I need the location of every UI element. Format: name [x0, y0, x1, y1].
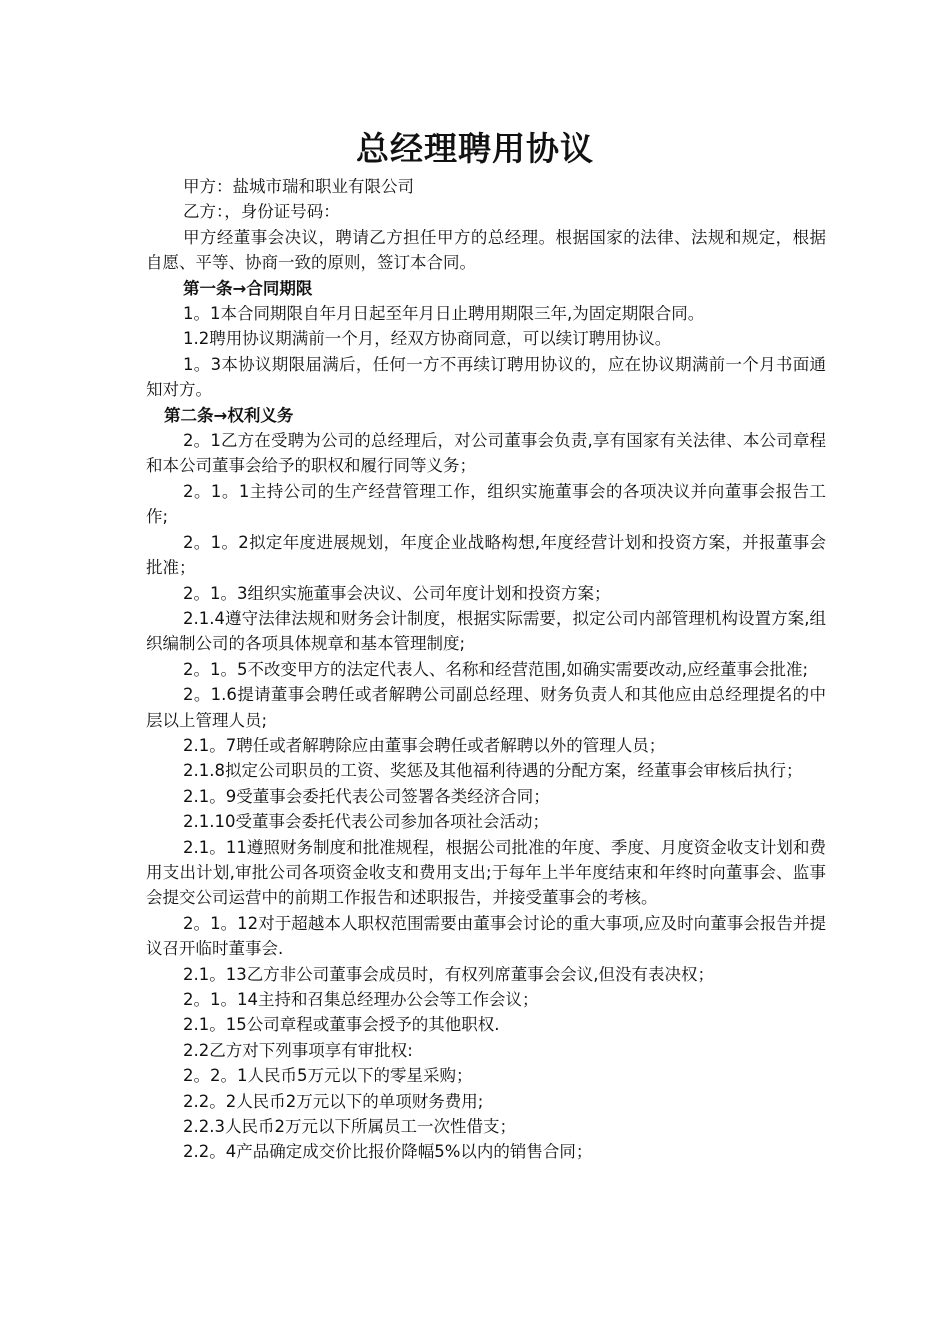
clause-2-1: 2。1乙方在受聘为公司的总经理后，对公司董事会负责,享有国家有关法律、本公司章程和本公司董事会给予的职权和履行同等义务； [146, 431, 826, 476]
party-a-line: 甲方：盐城市瑞和职业有限公司 [183, 177, 414, 196]
clause-1-3: 1。3本协议期限届满后，任何一方不再续订聘用协议的，应在协议期满前一个月书面通知对方。 [146, 354, 826, 400]
article2-heading: 第二条→权利义务 [164, 405, 294, 425]
clause-2-2-3: 2.2.3人民币2万元以下所属员工一次性借支； [183, 1117, 516, 1137]
clause-2-1-6: 2。1.6提请董事会聘任或者解聘公司副总经理、财务负责人和其他应由总经理提名的中层以上管理人员; [146, 685, 826, 730]
clause-2-1-15: 2.1。15公司章程或董事会授予的其他职权. [183, 1015, 500, 1035]
clause-2-1-9: 2.1。9受董事会委托代表公司签署各类经济合同； [183, 786, 550, 806]
clause-2-1-8: 2.1.8拟定公司职员的工资、奖惩及其他福利待遇的分配方案，经董事会审核后执行； [183, 761, 803, 781]
clause-2-2-4: 2.2。4产品确定成交价比报价降幅5%以内的销售合同； [183, 1142, 593, 1162]
clause-1-1: 1。1本合同期限自年月日起至年月日止聘用期限三年,为固定期限合同。 [183, 304, 705, 324]
clause-2-1-7: 2.1。7聘任或者解聘除应由董事会聘任或者解聘以外的管理人员； [183, 735, 666, 755]
clause-2-2-2: 2.2。2人民币2万元以下的单项财务费用; [183, 1091, 484, 1111]
clause-2-1-4: 2.1.4遵守法律法规和财务会计制度，根据实际需要，拟定公司内部管理机构设置方案,组织编制公司的各项具体规章和基本管理制度; [146, 608, 826, 654]
clause-2-1-11: 2.1。11遵照财务制度和批准规程，根据公司批准的年度、季度、月度资金收支计划和费用支出计划,审批公司各项资金收支和费用支出;于每年上半年度结束和年终时向董事会、监事会提交公司运营中的前期工作报告和述职报告，并接受董事会的考核。 [146, 837, 826, 908]
party-b-line: 乙方：，身份证号码： [183, 202, 340, 222]
clause-2-1-14: 2。1。14主持和召集总经理办公会等工作会议； [183, 990, 539, 1009]
clause-2-2-1: 2。2。1人民币5万元以下的零星采购； [183, 1066, 473, 1086]
intro-paragraph: 甲方经董事会决议，聘请乙方担任甲方的总经理。根据国家的法律、法规和规定，根据自愿、平等、协商一致的原则，签订本合同。 [146, 227, 826, 273]
clause-2-1-2: 2。1。2拟定年度进展规划，年度企业战略构想,年度经营计划和投资方案，并报董事会批准； [146, 532, 826, 578]
clause-1-2: 1.2聘用协议期满前一个月，经双方协商同意，可以续订聘用协议。 [183, 329, 672, 349]
clause-2-1-12: 2。1。12对于超越本人职权范围需要由董事会讨论的重大事项,应及时向董事会报告并提议召开临时董事会. [146, 913, 826, 959]
clause-2-1-13: 2.1。13乙方非公司董事会成员时，有权列席董事会会议,但没有表决权； [183, 964, 714, 984]
clause-2-1-10: 2.1.10受董事会委托代表公司参加各项社会活动； [183, 812, 549, 832]
clause-2-1-3: 2。1。3组织实施董事会决议、公司年度计划和投资方案； [183, 583, 611, 603]
clause-2-1-5: 2。1。5不改变甲方的法定代表人、名称和经营范围,如确实需要改动,应经董事会批准; [183, 659, 809, 679]
clause-2-1-1: 2。1。1主持公司的生产经营管理工作，组织实施董事会的各项决议并向董事会报告工作; [146, 481, 826, 527]
clause-2-2: 2.2乙方对下列事项享有审批权: [183, 1040, 413, 1060]
article1-heading: 第一条→合同期限 [183, 278, 313, 298]
document-title: 总经理聘用协议 [356, 129, 594, 168]
document-body [146, 174, 826, 1165]
